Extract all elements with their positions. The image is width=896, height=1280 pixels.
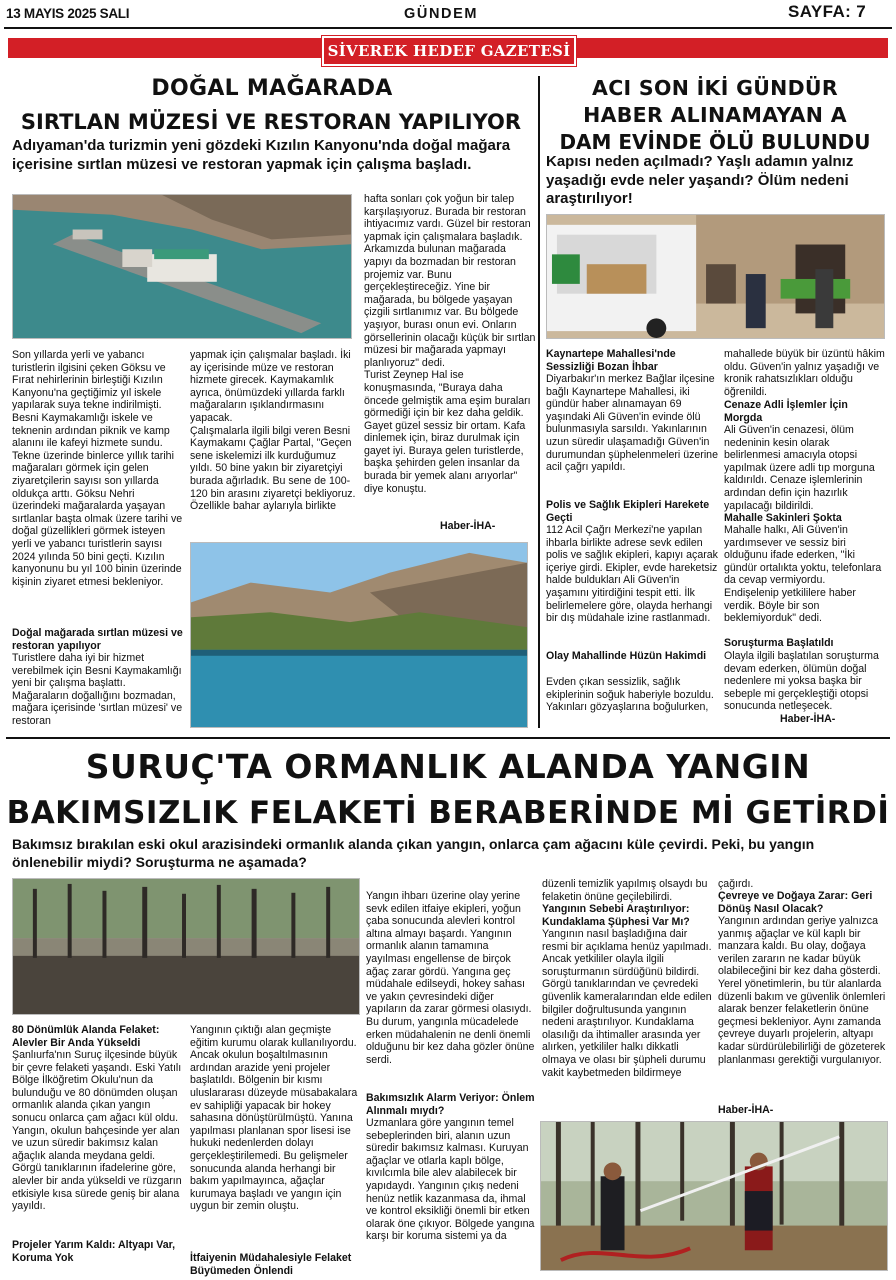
a3-title-line2: BAKIMSIZLIK FELAKETİ BERABERİNDE Mİ GETİRDİ <box>6 795 890 831</box>
a1-col2: yapmak için çalışmalar başladı. İki ay içerisinde müze ve restoran hizmete girecek. Kaymakamlık ayrıca, önümüzdeki yıllarda farklı mağaraların ışıklandırmasını yapacak. Çalışmalarla ilgili bilgi veren Besni Kaymakamı Çağlar Partal, "Geçen sene iskelemizi ilk kurduğumuz yıldı. 50 bine yakın bir ziyaretçiyi burada ağırladık. Bu sene de 100-120 bin arasını ziyaretçi bekliyoruz. Özellikle bahar aylarıyla birlikte <box>190 349 356 513</box>
masthead-badge <box>322 36 576 66</box>
column-divider <box>538 76 540 728</box>
a2-p5: Ali Güven'in cenazesi, ölüm nedeninin kesin olarak belirlenmesi amacıyla otopsi yapılmak üzere adli tıp morguna kaldırıldı. Cenaze işlemlerinin ardından defin için hazırlık yapılacağı bildirildi. <box>724 424 875 512</box>
a1-spot: Adıyaman'da turizmin yeni gözdeki Kızılın Kanyonu'nda doğal mağara içerisine sırtlan müzesi ve restoran yapmak için çalışma başladı. <box>12 137 511 173</box>
a3-sub3: İtfaiyenin Müdahalesiyle Felaket Büyümeden Önlendi <box>190 1252 352 1277</box>
a2-p1: Diyarbakır'ın merkez Bağlar ilçesine bağlı Kaynartepe Mahallesi, iki gündür haber alınamayan 69 yaşındaki Ali Güven'in evinde ölü bulunmasıyla sarsıldı. Yakınlarının uzun süredir ulaşamadığı Güven'in durumundan şüphelenmeleri üzerine acil çağrı yapıldı. <box>546 373 718 474</box>
a2-sub1: Kaynartepe Mahallesi'nde Sessizliği Bozan İhbar <box>546 348 676 373</box>
a3-sub1: 80 Dönümlük Alanda Felaket: Alevler Bir Anda Yükseldi <box>12 1024 160 1049</box>
a2-signature: Haber-İHA- <box>780 713 836 725</box>
a3-p4: Uzmanlara göre yangının temel sebeplerinden biri, alanın uzun süredir bakımsız kalması. Kuruyan ağaçlar ve otlarla kaplı bölge, kıvılcımla bile alev alabilecek bir yapıdaydı. Yangının çıkış nedeni henüz netlik kazanmasa da, ihmal ve kontrol eksikliği önemli bir etken olarak öne çıkıyor. Bölgede yangına karşı bir koruma sistemi ya da <box>366 1117 535 1243</box>
a3-sub4: Bakımsızlık Alarm Veriyor: Önlem Alınmalı mıydı? <box>366 1092 535 1117</box>
a2-spot: Kapısı neden açılmadı? Yaşlı adamın yalnız yaşadığı evde neler yaşandı? Ölüm nedeni araştırılıyor! <box>546 153 854 207</box>
a1-title-line1: DOĞAL MAĞARADA <box>151 76 393 101</box>
a2-title-line1: ACI SON İKİ GÜNDÜR <box>592 76 838 100</box>
a2-p4: mahallede büyük bir üzüntü hâkim oldu. Güven'in yalnız yaşadığı ve kronik rahatsızlıkları olduğu öğrenildi. <box>724 348 885 398</box>
a1-sub1: Doğal mağarada sırtlan müzesi ve restoran yapılıyor <box>12 627 183 652</box>
a2-title-line3: DAM EVİNDE ÖLÜ BULUNDU <box>559 130 871 154</box>
a2-sub6: Soruşturma Başlatıldı <box>724 637 834 649</box>
a3-sub6: Çevreye ve Doğaya Zarar: Geri Dönüş Nasıl Olacak? <box>718 890 873 915</box>
a3-p7: çağırdı. <box>718 878 754 890</box>
a2-sub4: Cenaze Adli İşlemler İçin Morgda <box>724 399 848 424</box>
a2-title-line2: HABER ALINAMAYAN A <box>583 103 847 127</box>
section-name: GÜNDEM <box>404 6 479 22</box>
a3-photo-burned-forest <box>12 878 360 1015</box>
section-divider <box>6 737 890 739</box>
a3-p5: düzenli temizlik yapılmış olsaydı bu felaketin önüne geçilebilirdi. <box>542 878 708 903</box>
a1-signature: Haber-İHA- <box>440 520 496 532</box>
a3-p3: Yangın ihbarı üzerine olay yerine sevk edilen itfaiye ekipleri, yoğun çaba sonucunda alevleri kontrol altına almayı başardı. Yangının ormanlık alanın tamamına yayılması engellense de birçok ağaç zarar gördü. Yangına geç müdahale edilseydi, hokey sahası ve yakın çevresindeki diğer yapıların da zarar görmesi olasıydı. Bu durum, yangınla mücadelede erken müdahalenin ne denli önemli olduğunu bir kez daha gözler önüne serdi. <box>366 890 535 1066</box>
a2-p3: Evden çıkan sessizlik, sağlık ekiplerinin soğuk haberiyle bozuldu. Yakınları gözyaşlarına boğulurken, <box>546 676 714 714</box>
a3-p1: Şanlıurfa'nın Suruç ilçesinde büyük bir çevre felaketi yaşandı. Eski Yatılı Bölge İlköğretim Okulu'nun da bulunduğu ve 80 dönümden oluşan ormanlık alanda çıkan yangın sonucu onlarca çam ağacı kül oldu. Yangın, okulun bahçesinde yer alan ve uzun süredir bakımsız kalan ağaçlık alanda meydana geldi. Görgü tanıklarının ifadelerine göre, alevler bir anda yükseldi ve rüzgarın etkisiyle kısa sürede geniş bir alana yayıldı. <box>12 1049 182 1213</box>
a1-photo-lake-pier <box>12 194 352 339</box>
a1-col1b: Turistlere daha iyi bir hizmet verebilmek için Besni Kaymakamlığı yeni bir çalışma başlattı. Mağaraların doğallığını bozmadan, mağara içerisinde 'sırtlan müzesi' ve restoran <box>12 652 183 727</box>
a1-col1: Son yıllarda yerli ve yabancı turistlerin ilgisini çeken Göksu ve Fırat nehirlerinin birleştiği Kızılın Kanyonu'na geçtiğimiz yıl iskele yapılarak suya tekne indirilmişti. Besni Kaymakamlığı iskele ve teknenin ardından piknik ve kamp alanını ile kafeyi hizmete sundu. Tekne üzerinde binlerce yıllık tarihi mağaraları görmek için gelen ziyaretçilerin sayısı son yıllarda oldukça arttı. Göksu Nehri üzerindeki mağaralarda yaşayan sırtlanlar başta olmak üzere tarihi ve doğal güzellikleri görmek isteyen yerli ve yabancı turistlerin sayısı 2024 yılında 50 bini geçti. Kızılın kanyonunu bu yıl 100 binin üzerinde kişinin ziyaret etmesi bekleniyor. <box>12 349 183 588</box>
a1-title-line2: SIRTLAN MÜZESİ VE RESTORAN YAPILIYOR <box>20 110 522 134</box>
header-rule <box>4 27 892 29</box>
a1-photo-canyon <box>190 542 528 728</box>
a3-p2: Yangının çıktığı alan geçmişte eğitim kurumu olarak kullanılıyordu. Ancak okulun boşaltılmasının ardından arazide yeni projeler başlatıldı. Bölgenin bir kısmı uluslararası düzeyde müsabakalara ev sahipliği yapacak bir hokey sahasına dönüştürülmüştü. Yanına yapılması planlanan spor lisesi ise hukuki nedenlerden dolayı gerçekleştirilemedi. Bu gelişmeler sonucunda alanda herhangi bir bakım yapılmayınca, ağaçlar kurumaya başladı ve yangın için uygun bir zemin oluştu. <box>190 1024 358 1213</box>
a2-p6: Mahalle halkı, Ali Güven'in yardımsever ve sessiz biri olduğunu ifade ederken, "İki gündür ortalıkta yoktu, telefonlara da cevap vermiyordu. Endişelenip yetkililere haber verdik. Böyle bir son beklemiyorduk" dedi. <box>724 524 882 625</box>
a3-sub5: Yangının Sebebi Araştırılıyor: Kundaklama Şüphesi Var Mı? <box>542 903 690 928</box>
issue-date: 13 MAYIS 2025 SALI <box>6 6 130 21</box>
a3-sub2: Projeler Yarım Kaldı: Altyapı Var, Koruma Yok <box>12 1239 176 1264</box>
a3-signature: Haber-İHA- <box>718 1104 774 1116</box>
masthead-title: SİVEREK HEDEF GAZETESİ <box>327 42 571 60</box>
a3-spot: Bakımsız bırakılan eski okul arazisindeki ormanlık alanda çıkan yangın, onlarca çam ağacını küle çevirdi. Peki, bu yangın önlenebilir miydi? Soruşturma ne aşamada? <box>12 836 815 870</box>
a1-col3: hafta sonları çok yoğun bir talep karşılaşıyoruz. Burada bir restoran ihtiyacımız vardı. Güzel bir restoran yapmak için çalışmalara başladık. Arkamızda bulunan mağarada yapıyı da bozmadan bir restoran projemiz var. Bunu gerçekleştireceğiz. Yine bir mağarada, bu bölgede yaşayan çizgili sırtlanımız var. Bu bölgede yaşıyor, burası onun evi. Onların görsellerinin olacağı küçük bir sırtlan müzesi bir mağarada yapmayı planlıyoruz" dedi. Turist Zeynep Hal ise konuşmasında, "Buraya daha öncede gelmiştik ama eşim buraları görmediği için bir kez daha geldik. Gayet güzel sessiz bir ortam. Kafa dinlemek için, biraz durulmak için gayet iyi. Buraya gelen turistlerde, başka şehirden gelen insanlar da burada bir yemek alanı arıyorlar" diye konuştu. <box>364 193 536 495</box>
a3-p8: Yangının ardından geriye yalnızca yanmış ağaçlar ve kül kaplı bir manzara kaldı. Bu olay, doğaya verilen zararın ne kadar büyük olabileceğini bir kez daha gösterdi. Yerel yönetimlerin, bu tür alanlarda düzenli bakım ve güvenlik önlemleri alarak benzer felaketlerin önüne geçmesi bekleniyor. Aynı zamanda çevreye duyarlı projelerin, altyapı kadar sürdürülebilirliği de gözeterek planlanması gerektiği vurgulanıyor. <box>718 915 886 1066</box>
a2-sub5: Mahalle Sakinleri Şokta <box>724 512 842 524</box>
page-number: SAYFA: 7 <box>788 2 867 21</box>
a2-sub2: Polis ve Sağlık Ekipleri Harekete Geçti <box>546 499 710 524</box>
a3-photo-firefighters <box>540 1121 888 1271</box>
a2-photo-ambulance <box>546 214 885 339</box>
a2-p7: Olayla ilgili başlatılan soruşturma devam ederken, ölümün doğal nedenlere mi yoksa başka bir sebeple mi gerçekleştiği otopsi sonucunda netleşecek. <box>724 650 879 713</box>
a3-title-line1: SURUÇ'TA ORMANLIK ALANDA YANGIN <box>85 747 811 786</box>
a2-sub3: Olay Mahallinde Hüzün Hakimdi <box>546 650 707 662</box>
a2-p2: 112 Acil Çağrı Merkezi'ne yapılan ihbarla birlikte adrese sevk edilen polis ve sağlık ekipleri, kapıyı açarak içeriye girdi. Ekipler, evde hareketsiz halde buldukları Ali Güven'in yaşamını yitirdiğini tespit etti. İlk belirlemelere göre, olayda herhangi bir dış müdahale izine rastlanmadı. <box>546 524 718 625</box>
a3-p6: Yangının nasıl başladığına dair resmi bir açıklama henüz yapılmadı. Ancak yetkililer olayla ilgili soruşturmanın sürdüğünü bildirdi. Görgü tanıklarından ve çevredeki güvenlik kameralarından elde edilen bilgiler doğrultusunda yangının nedeni araştırılıyor. Kundaklama olasılığı da ihtimaller arasında yer alırken, yetkililer halkı dikkatli olmaya ve olası bir şüpheli durumu vakit kaybetmeden bildirmeye <box>542 928 712 1079</box>
